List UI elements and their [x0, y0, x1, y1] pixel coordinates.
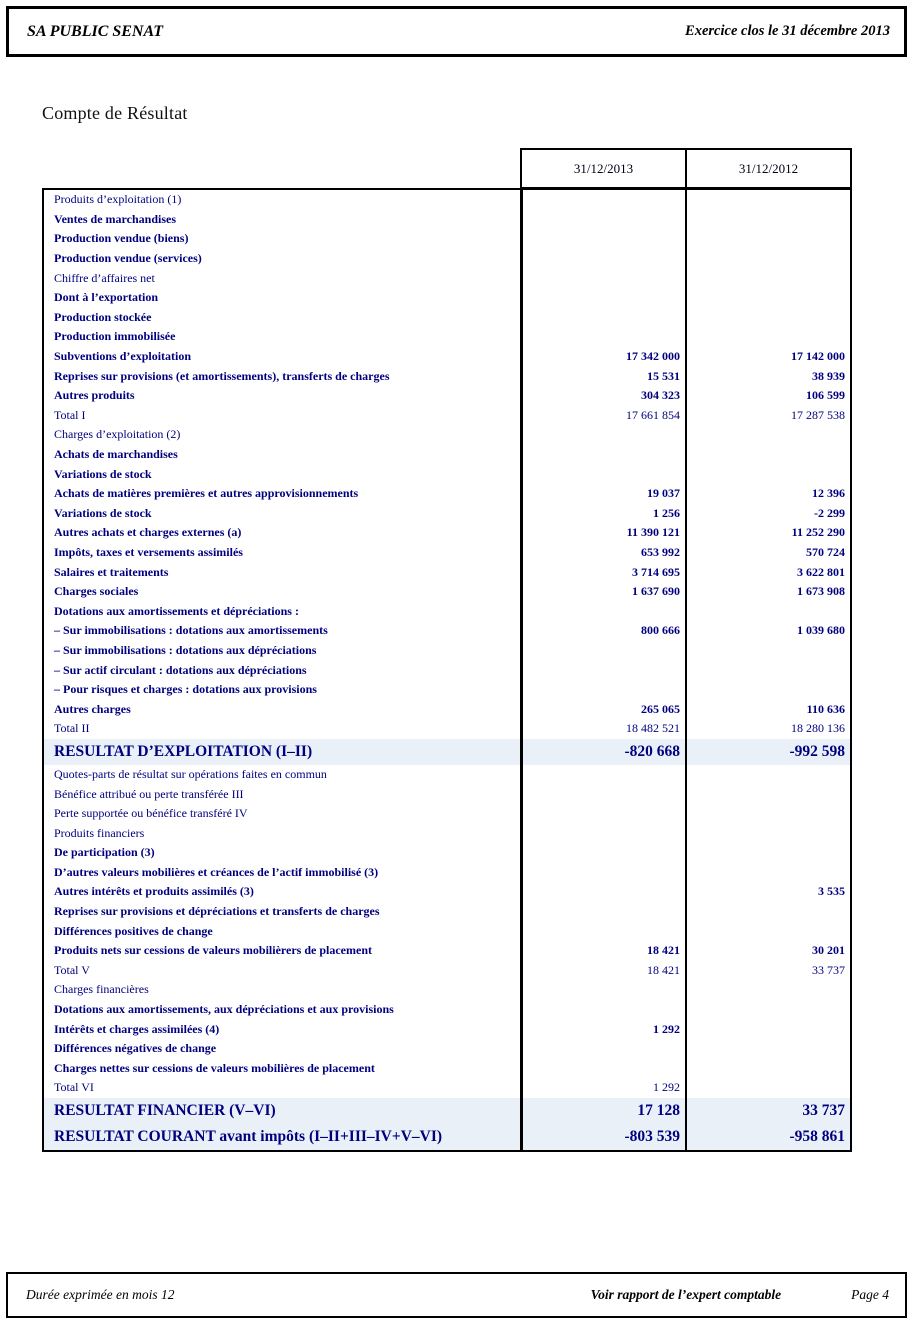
table-row: [44, 190, 850, 210]
table-row: [44, 229, 850, 249]
row-label: Quotes-parts de résultat sur opérations faites en commun: [54, 766, 327, 781]
value-2013: 18 482 521: [520, 719, 685, 739]
page-header-band: [6, 6, 907, 57]
value-2012: 110 636: [685, 699, 850, 719]
value-2012: [685, 1078, 850, 1098]
table-column-headers: [520, 148, 852, 189]
value-2013: [520, 327, 685, 347]
value-2012: [685, 1039, 850, 1059]
value-2013: 19 037: [520, 484, 685, 504]
value-2013: 11 390 121: [520, 523, 685, 543]
value-2012: 106 599: [685, 386, 850, 406]
row-label: Autres produits: [54, 388, 135, 403]
table-row: [44, 249, 850, 269]
value-2012: [685, 784, 850, 804]
value-2013: 15 531: [520, 366, 685, 386]
value-2012: 1 673 908: [685, 582, 850, 602]
row-label: – Sur immobilisations : dotations aux amortissements: [54, 623, 328, 638]
value-2013: 1 256: [520, 504, 685, 524]
value-2013: 17 342 000: [520, 347, 685, 367]
value-2013: 17 128: [520, 1098, 685, 1124]
row-label: Charges sociales: [54, 584, 139, 599]
row-label: – Sur actif circulant : dotations aux dépréciations: [54, 662, 307, 677]
row-label: Variations de stock: [54, 466, 152, 481]
value-2013: [520, 268, 685, 288]
table-row: [44, 921, 850, 941]
table-row: [44, 406, 850, 426]
value-2012: [685, 327, 850, 347]
table-row: [44, 863, 850, 883]
page-title: Compte de Résultat: [42, 103, 188, 123]
value-2013: [520, 823, 685, 843]
value-2013: 653 992: [520, 543, 685, 563]
row-label: Autres charges: [54, 701, 131, 716]
row-label: Intérêts et charges assimilées (4): [54, 1021, 220, 1036]
value-2012: -2 299: [685, 504, 850, 524]
value-2012: [685, 308, 850, 328]
table-row: [44, 288, 850, 308]
value-2013: -803 539: [520, 1124, 685, 1150]
value-2013: 17 661 854: [520, 406, 685, 426]
table-row: [44, 843, 850, 863]
row-label: Dotations aux amortissements, aux dépréciations et aux provisions: [54, 1002, 394, 1017]
row-label: Total I: [54, 407, 86, 422]
value-2013: [520, 229, 685, 249]
value-2013: 800 666: [520, 621, 685, 641]
value-2012: [685, 660, 850, 680]
value-2013: [520, 288, 685, 308]
column-header-2012: 31/12/2012: [738, 160, 799, 176]
table-row: [44, 543, 850, 563]
row-label: Charges d’exploitation (2): [54, 427, 181, 442]
value-2012: [685, 1000, 850, 1020]
value-2012: 17 142 000: [685, 347, 850, 367]
row-label: Variations de stock: [54, 505, 152, 520]
table-row: [44, 699, 850, 719]
row-label: Autres intérêts et produits assimilés (3): [54, 884, 254, 899]
value-2012: -992 598: [685, 739, 850, 765]
row-label: Reprises sur provisions et dépréciations et transferts de charges: [54, 904, 380, 919]
value-2013: [520, 425, 685, 445]
table-row: [44, 1039, 850, 1059]
table-row: [44, 582, 850, 602]
row-label: Production vendue (biens): [54, 231, 189, 246]
row-label: Achats de matières premières et autres approvisionnements: [54, 486, 359, 501]
footer-expert-note: Voir rapport de l’expert comptable: [590, 1287, 782, 1302]
value-2013: [520, 601, 685, 621]
value-2013: 304 323: [520, 386, 685, 406]
value-2012: [685, 464, 850, 484]
row-label: Différences positives de change: [54, 923, 213, 938]
value-2012: [685, 765, 850, 785]
row-label: Produits nets sur cessions de valeurs mobilièrers de placement: [54, 943, 372, 958]
table-row: [44, 308, 850, 328]
table-row: [44, 980, 850, 1000]
row-label: RESULTAT COURANT avant impôts (I–II+III–IV+V–VI): [54, 1127, 443, 1145]
row-label: Production vendue (services): [54, 251, 202, 266]
table-row: [44, 601, 850, 621]
row-label: Charges nettes sur cessions de valeurs mobilières de placement: [54, 1060, 375, 1075]
value-2012: 3 622 801: [685, 562, 850, 582]
value-2013: [520, 308, 685, 328]
value-2012: [685, 229, 850, 249]
value-2013: [520, 1059, 685, 1079]
value-2012: [685, 641, 850, 661]
row-label: Production stockée: [54, 309, 152, 324]
value-2012: [685, 921, 850, 941]
table-row: [44, 621, 850, 641]
value-2013: [520, 249, 685, 269]
value-2012: [685, 445, 850, 465]
row-label: Achats de marchandises: [54, 447, 178, 462]
value-2012: [685, 1059, 850, 1079]
row-label: Dont à l’exportation: [54, 290, 158, 305]
value-2012: 12 396: [685, 484, 850, 504]
page-footer-band: [6, 1272, 907, 1318]
table-row: [44, 941, 850, 961]
footer-duration: Durée exprimée en mois 12: [26, 1287, 175, 1302]
value-2012: [685, 288, 850, 308]
table-row: [44, 484, 850, 504]
value-2013: 3 714 695: [520, 562, 685, 582]
table-row: [44, 210, 850, 230]
row-label: Différences négatives de change: [54, 1041, 217, 1056]
table-row: [44, 425, 850, 445]
row-label: D’autres valeurs mobilières et créances de l’actif immobilisé (3): [54, 864, 379, 879]
table-row: [44, 347, 850, 367]
value-2012: [685, 823, 850, 843]
table-row: [44, 504, 850, 524]
value-2013: [520, 210, 685, 230]
value-2012: [685, 804, 850, 824]
row-label: Bénéfice attribué ou perte transférée III: [54, 786, 244, 801]
table-row: [44, 641, 850, 661]
table-row: [44, 823, 850, 843]
table-row: [44, 1098, 850, 1124]
row-label: – Sur immobilisations : dotations aux dépréciations: [54, 642, 317, 657]
value-2012: [685, 980, 850, 1000]
table-row: [44, 1124, 850, 1150]
table-row: [44, 1019, 850, 1039]
row-label: Total II: [54, 721, 90, 736]
table-row: [44, 366, 850, 386]
income-statement-table: [42, 188, 852, 1152]
value-2013: [520, 680, 685, 700]
company-name: SA PUBLIC SENAT: [27, 22, 164, 40]
value-2013: [520, 660, 685, 680]
value-2012: -958 861: [685, 1124, 850, 1150]
value-2012: [685, 902, 850, 922]
row-label: Impôts, taxes et versements assimilés: [54, 544, 243, 559]
table-row: [44, 464, 850, 484]
value-2012: 38 939: [685, 366, 850, 386]
table-row: [44, 804, 850, 824]
value-2012: 18 280 136: [685, 719, 850, 739]
value-2013: 1 637 690: [520, 582, 685, 602]
value-2013: [520, 882, 685, 902]
value-2013: 1 292: [520, 1019, 685, 1039]
value-2012: 1 039 680: [685, 621, 850, 641]
table-row: [44, 719, 850, 739]
table-row: [44, 1078, 850, 1098]
table-row: [44, 1000, 850, 1020]
row-label: Perte supportée ou bénéfice transféré IV: [54, 806, 248, 821]
row-label: De participation (3): [54, 845, 155, 860]
value-2013: 18 421: [520, 961, 685, 981]
value-2012: [685, 680, 850, 700]
table-row: [44, 739, 850, 765]
row-label: Subventions d’exploitation: [54, 349, 192, 364]
value-2013: [520, 902, 685, 922]
value-2013: [520, 843, 685, 863]
value-2012: 33 737: [685, 1098, 850, 1124]
table-row: [44, 562, 850, 582]
value-2012: [685, 190, 850, 210]
value-2013: 18 421: [520, 941, 685, 961]
footer-page-number: Page 4: [851, 1287, 889, 1302]
value-2013: [520, 921, 685, 941]
value-2012: 11 252 290: [685, 523, 850, 543]
row-label: Ventes de marchandises: [54, 211, 177, 226]
table-row: [44, 784, 850, 804]
table-row: [44, 327, 850, 347]
exercise-close-date: Exercice clos le 31 décembre 2013: [685, 23, 890, 39]
table-row: [44, 386, 850, 406]
value-2012: 30 201: [685, 941, 850, 961]
value-2012: [685, 863, 850, 883]
table-row: [44, 1059, 850, 1079]
row-label: – Pour risques et charges : dotations aux provisions: [54, 682, 317, 697]
row-label: Autres achats et charges externes (a): [54, 525, 242, 540]
value-2012: 570 724: [685, 543, 850, 563]
value-2013: [520, 190, 685, 210]
value-2012: [685, 210, 850, 230]
value-2013: [520, 641, 685, 661]
value-2013: [520, 1039, 685, 1059]
value-2013: [520, 980, 685, 1000]
row-label: Salaires et traitements: [54, 564, 169, 579]
value-2012: [685, 425, 850, 445]
table-row: [44, 882, 850, 902]
row-label: RESULTAT FINANCIER (V–VI): [54, 1101, 276, 1119]
value-2012: 3 535: [685, 882, 850, 902]
table-row: [44, 268, 850, 288]
row-label: Dotations aux amortissements et dépréciations :: [54, 603, 299, 618]
table-row: [44, 961, 850, 981]
column-header-2013: 31/12/2013: [522, 150, 687, 187]
value-2012: 33 737: [685, 961, 850, 981]
value-2012: 17 287 538: [685, 406, 850, 426]
value-2013: [520, 863, 685, 883]
row-label: Production immobilisée: [54, 329, 176, 344]
table-row: [44, 902, 850, 922]
row-label: Chiffre d’affaires net: [54, 270, 155, 285]
value-2013: [520, 784, 685, 804]
value-2013: 265 065: [520, 699, 685, 719]
row-label: Total V: [54, 962, 90, 977]
table-row: [44, 765, 850, 785]
table-row: [44, 523, 850, 543]
table-row: [44, 660, 850, 680]
value-2012: [685, 1019, 850, 1039]
value-2012: [685, 268, 850, 288]
table-row: [44, 445, 850, 465]
row-label: Reprises sur provisions (et amortissements), transferts de charges: [54, 368, 390, 383]
table-row: [44, 680, 850, 700]
value-2012: [685, 249, 850, 269]
value-2013: [520, 765, 685, 785]
row-label: Total VI: [54, 1080, 94, 1095]
value-2012: [685, 843, 850, 863]
row-label: Produits d’exploitation (1): [54, 192, 182, 207]
value-2013: [520, 445, 685, 465]
value-2013: [520, 464, 685, 484]
value-2013: [520, 804, 685, 824]
value-2013: -820 668: [520, 739, 685, 765]
value-2013: [520, 1000, 685, 1020]
row-label: RESULTAT D’EXPLOITATION (I–II): [54, 742, 313, 760]
value-2012: [685, 601, 850, 621]
row-label: Produits financiers: [54, 825, 145, 840]
value-2013: 1 292: [520, 1078, 685, 1098]
row-label: Charges financières: [54, 982, 149, 997]
